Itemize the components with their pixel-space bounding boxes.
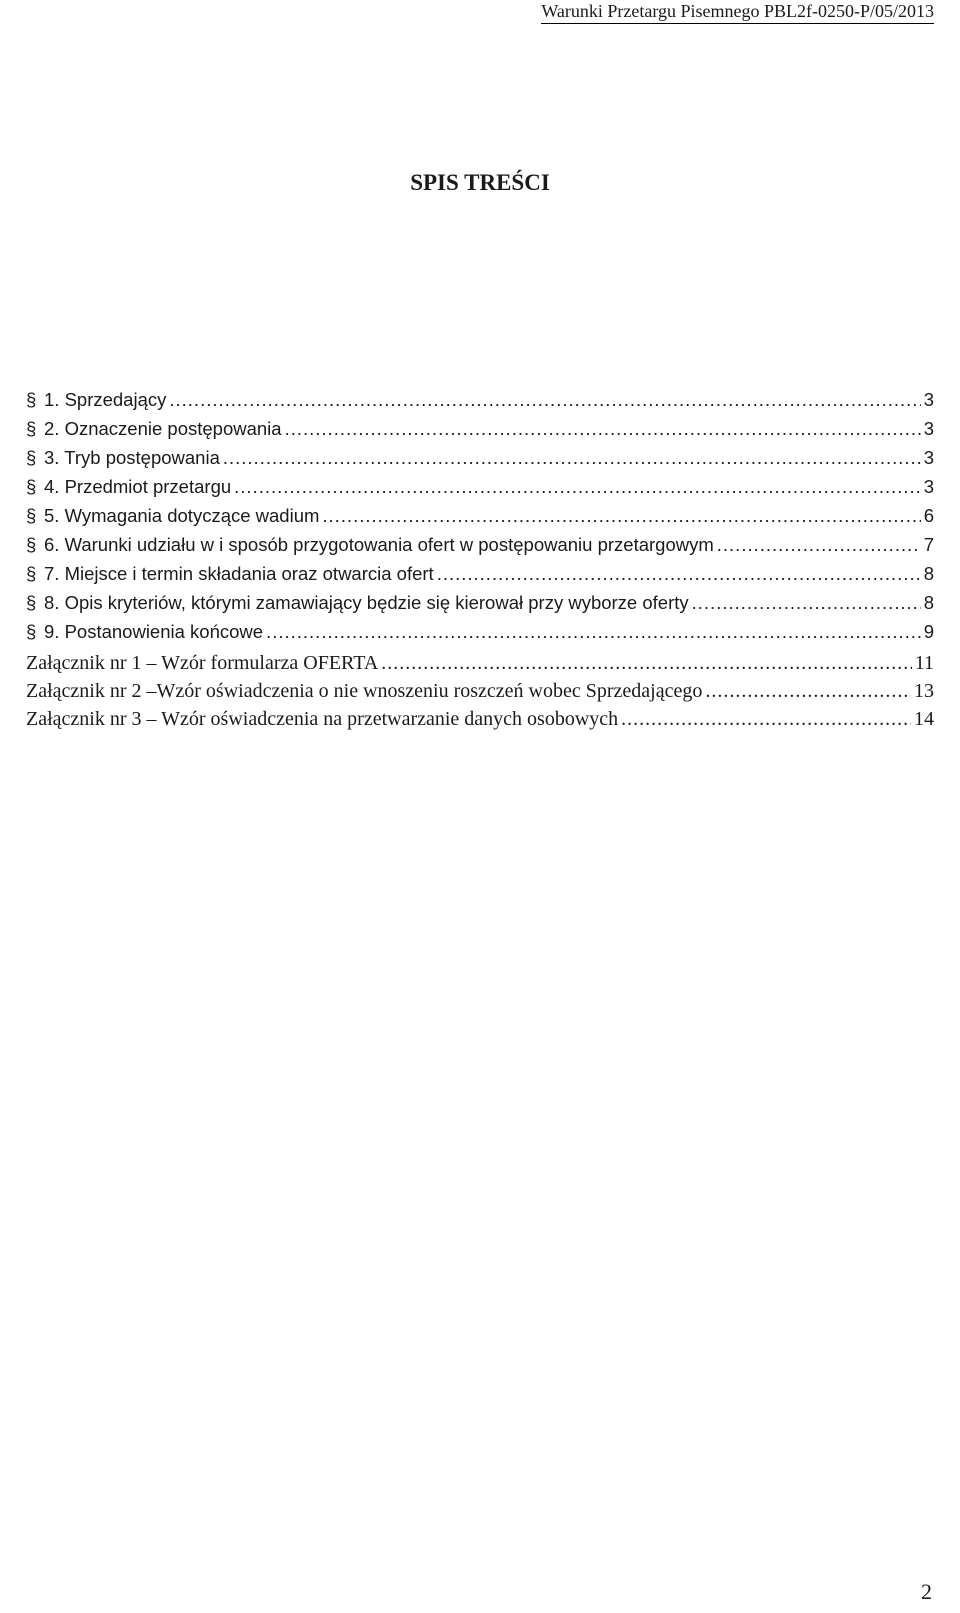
toc-annex-label: Załącznik nr 3 – Wzór oświadczenia na przetwarzanie danych osobowych: [26, 708, 619, 730]
toc-entry-label: 8. Opis kryteriów, którymi zamawiający będzie się kierował przy wyborze oferty: [44, 592, 689, 613]
dot-leader: [717, 530, 921, 559]
toc-entry-label: 2. Oznaczenie postępowania: [44, 418, 282, 439]
toc-annex-page: 14: [914, 708, 934, 730]
toc-annex-2[interactable]: [26, 677, 934, 706]
section-symbol: §: [26, 418, 37, 439]
dot-leader: [621, 705, 911, 734]
toc-entry-label: 5. Wymagania dotyczące wadium: [44, 505, 320, 526]
section-symbol: §: [26, 447, 37, 468]
page-header: Warunki Przetargu Pisemnego PBL2f-0250-P/05/2013: [541, 0, 934, 24]
toc-entry-1[interactable]: [26, 385, 934, 414]
toc-entry-page: 9: [923, 621, 934, 642]
toc-entry-page: 8: [923, 592, 934, 613]
toc-annex-label: Załącznik nr 1 – Wzór formularza OFERTA: [26, 652, 379, 674]
dot-leader: [437, 559, 921, 588]
section-symbol: §: [26, 592, 37, 613]
toc-entry-5[interactable]: [26, 501, 934, 530]
section-symbol: §: [26, 621, 37, 642]
page-number: 2: [921, 1579, 932, 1604]
toc-entry-label: 3. Tryb postępowania: [44, 447, 220, 468]
toc-entry-page: 7: [923, 534, 934, 555]
dot-leader: [223, 443, 921, 472]
toc-entry-9[interactable]: [26, 617, 934, 646]
section-symbol: §: [26, 389, 37, 410]
toc-entry-page: 3: [923, 476, 934, 497]
toc-entry-7[interactable]: [26, 559, 934, 588]
toc-annex-label: Załącznik nr 2 –Wzór oświadczenia o nie wnoszeniu roszczeń wobec Sprzedającego: [26, 680, 703, 702]
section-symbol: §: [26, 534, 37, 555]
toc-entry-page: 3: [923, 389, 934, 410]
toc-entry-4[interactable]: [26, 472, 934, 501]
toc-entry-page: 3: [923, 418, 934, 439]
dot-leader: [692, 588, 921, 617]
toc-entry-3[interactable]: [26, 443, 934, 472]
dot-leader: [234, 472, 921, 501]
dot-leader: [285, 414, 921, 443]
toc-entry-8[interactable]: [26, 588, 934, 617]
toc-entry-6[interactable]: [26, 530, 934, 559]
section-symbol: §: [26, 476, 37, 497]
dot-leader: [381, 649, 911, 678]
toc-annex-3[interactable]: [26, 705, 934, 734]
dot-leader: [705, 677, 911, 706]
toc-entry-label: 9. Postanowienia końcowe: [44, 621, 264, 642]
toc-entry-page: 6: [923, 505, 934, 526]
toc-annex-1[interactable]: [26, 649, 934, 678]
toc-entry-label: 6. Warunki udziału w i sposób przygotowania ofert w postępowaniu przetargowym: [44, 534, 714, 555]
section-symbol: §: [26, 563, 37, 584]
toc-entry-label: 7. Miejsce i termin składania oraz otwarcia ofert: [44, 563, 434, 584]
toc-entry-page: 3: [923, 447, 934, 468]
toc-annex-page: 13: [914, 680, 934, 702]
toc-entry-label: 4. Przedmiot przetargu: [44, 476, 232, 497]
toc-entry-2[interactable]: [26, 414, 934, 443]
toc-entry-page: 8: [923, 563, 934, 584]
section-symbol: §: [26, 505, 37, 526]
toc-entry-label: 1. Sprzedający: [44, 389, 167, 410]
dot-leader: [266, 617, 921, 646]
toc-annex-page: 11: [914, 652, 934, 674]
dot-leader: [169, 385, 920, 414]
dot-leader: [322, 501, 920, 530]
toc-title: SPIS TREŚCI: [410, 170, 550, 195]
